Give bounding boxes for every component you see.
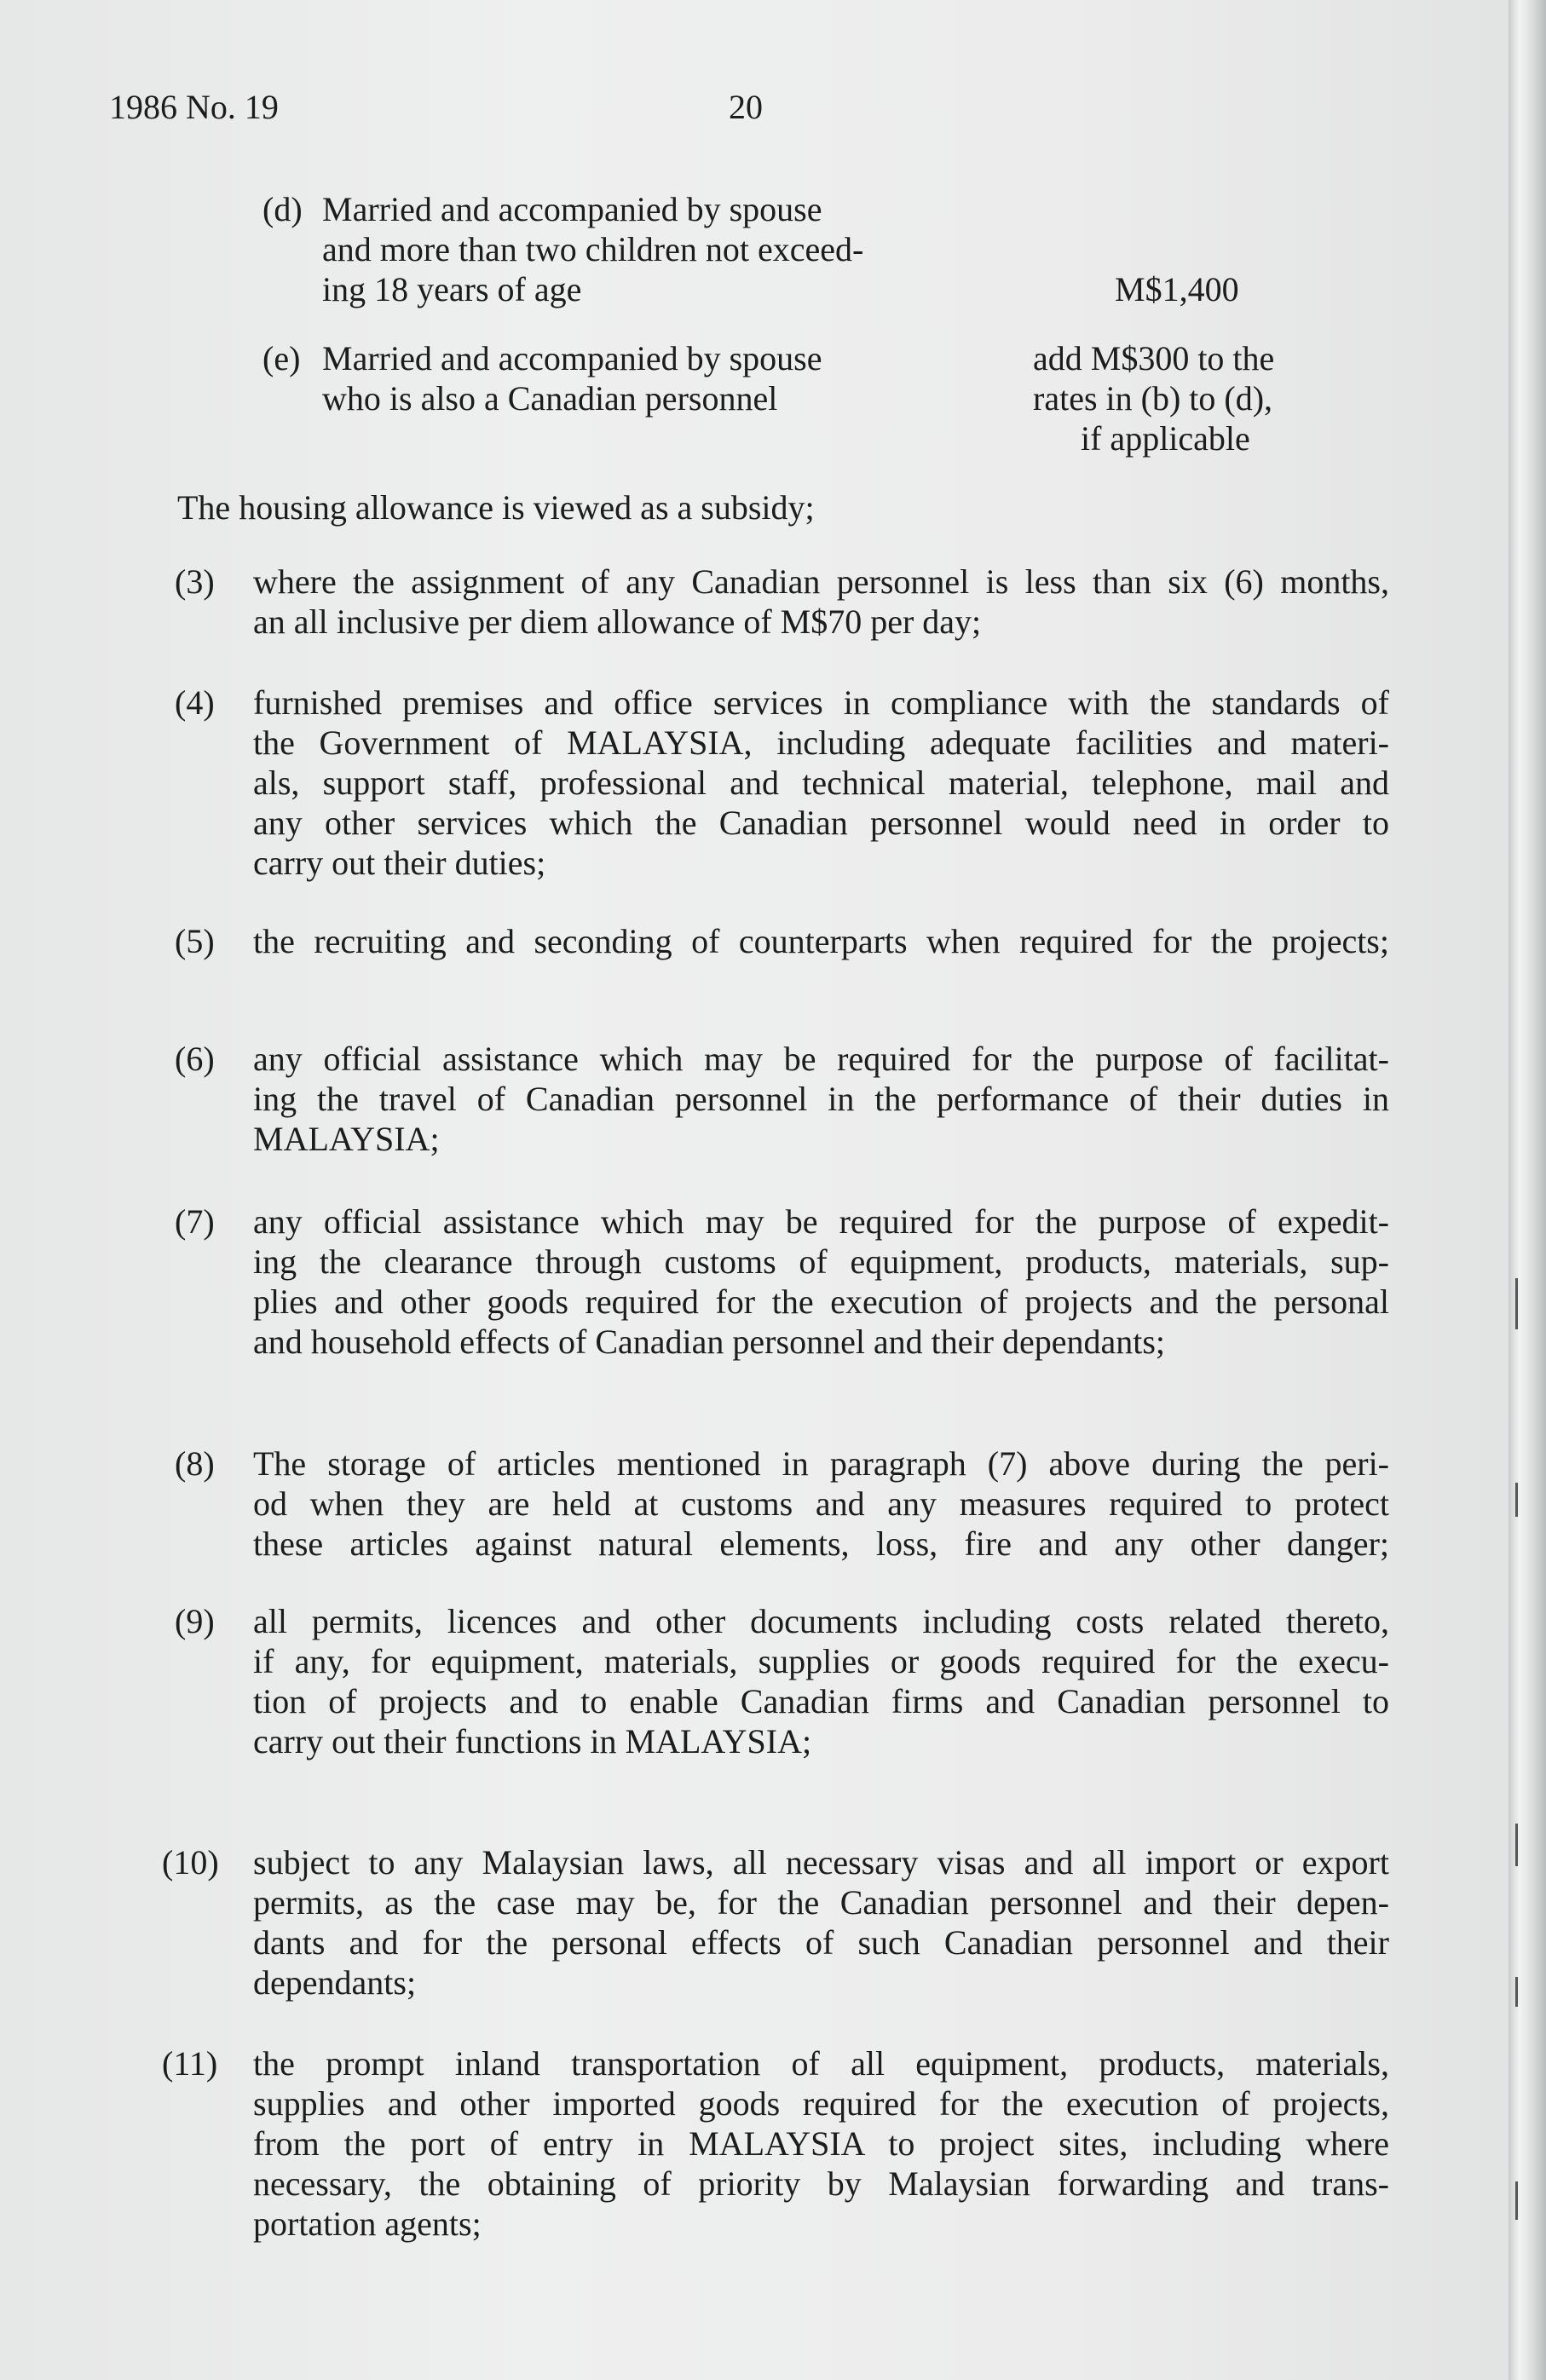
item-6-line: MALAYSIA; <box>253 1120 440 1158</box>
item-11-line: from the port of entry in MALAYSIA to project sites, including where <box>253 2124 1389 2163</box>
item-9-line: all permits, licences and other documents including costs related thereto, <box>253 1602 1389 1640</box>
item-8-line: The storage of articles mentioned in paragraph (7) above during the peri- <box>253 1444 1389 1483</box>
item-9-text <box>253 1601 1389 1761</box>
edge-mark <box>1515 1824 1518 1866</box>
item-d-amount: M$1,400 <box>1115 270 1239 308</box>
page-edge <box>1509 0 1546 2380</box>
item-10-text <box>253 1842 1389 2003</box>
item-10-line: dants and for the personal effects of such Canadian personnel and their <box>253 1923 1389 1962</box>
item-4-number: (4) <box>175 683 215 722</box>
item-11-line: supplies and other imported goods required for the execution of projects, <box>253 2084 1389 2123</box>
item-9-number: (9) <box>175 1602 215 1640</box>
edge-mark <box>1515 1483 1518 1517</box>
header-year-number: 1986 No. 19 <box>109 88 279 126</box>
item-4-text <box>253 683 1389 883</box>
item-8-line: od when they are held at customs and any measures required to protect <box>253 1484 1389 1523</box>
header-page-number: 20 <box>729 88 763 126</box>
item-3-line: where the assignment of any Canadian personnel is less than six (6) months, <box>253 562 1389 601</box>
item-10-line: permits, as the case may be, for the Canadian personnel and their depen- <box>253 1883 1389 1922</box>
item-10-line: dependants; <box>253 1963 417 2002</box>
item-9-line: carry out their functions in MALAYSIA; <box>253 1722 812 1761</box>
item-9-line: tion of projects and to enable Canadian firms and Canadian personnel to <box>253 1682 1389 1720</box>
item-e-amount-line-3: if applicable <box>1081 419 1250 458</box>
item-e-label: (e) <box>262 339 301 377</box>
item-3-text <box>253 562 1389 642</box>
item-6-number: (6) <box>175 1040 215 1078</box>
item-d-line-2: and more than two children not exceed- <box>322 230 864 268</box>
item-4-line: the Government of MALAYSIA, including adequate facilities and materi- <box>253 723 1389 762</box>
item-4-line: any other services which the Canadian personnel would need in order to <box>253 804 1389 842</box>
edge-mark <box>1515 2181 1518 2220</box>
item-3-number: (3) <box>175 562 215 601</box>
item-7-line: any official assistance which may be required for the purpose of expedit- <box>253 1202 1389 1241</box>
item-5-text <box>253 921 1389 961</box>
item-e-line-1: Married and accompanied by spouse <box>322 339 822 377</box>
item-11-line: necessary, the obtaining of priority by Malaysian forwarding and trans- <box>253 2164 1389 2203</box>
item-10-number: (10) <box>162 1843 219 1882</box>
item-8-number: (8) <box>175 1444 215 1483</box>
item-e-line-2: who is also a Canadian personnel <box>322 379 778 418</box>
item-3-line: an all inclusive per diem allowance of M$70 per day; <box>253 602 982 641</box>
item-11-line: portation agents; <box>253 2204 482 2243</box>
item-8-line: these articles against natural elements, loss, fire and any other danger; <box>253 1524 1389 1563</box>
item-e-amount-line-2: rates in (b) to (d), <box>1033 379 1273 418</box>
item-7-text <box>253 1202 1389 1362</box>
item-4-line: furnished premises and office services in compliance with the standards of <box>253 683 1389 722</box>
item-11-line: the prompt inland transportation of all equipment, products, materials, <box>253 2044 1389 2083</box>
item-7-number: (7) <box>175 1202 215 1241</box>
item-7-line: ing the clearance through customs of equipment, products, materials, sup- <box>253 1242 1389 1281</box>
item-6-line: any official assistance which may be required for the purpose of facilitat- <box>253 1040 1389 1078</box>
item-9-line: if any, for equipment, materials, supplies or goods required for the execu- <box>253 1642 1389 1680</box>
item-6-text <box>253 1039 1389 1159</box>
item-d-line-1: Married and accompanied by spouse <box>322 190 822 228</box>
edge-mark <box>1515 1278 1518 1329</box>
item-5-number: (5) <box>175 922 215 960</box>
item-e-amount-line-1: add M$300 to the <box>1033 339 1275 377</box>
item-4-line: carry out their duties; <box>253 844 546 882</box>
item-d-line-3: ing 18 years of age <box>322 270 582 308</box>
item-8-text <box>253 1444 1389 1564</box>
item-5-line: the recruiting and seconding of counterparts when required for the projects; <box>253 922 1389 960</box>
item-7-line: and household effects of Canadian personnel and their dependants; <box>253 1323 1166 1361</box>
item-6-line: ing the travel of Canadian personnel in the performance of their duties in <box>253 1080 1389 1118</box>
edge-mark <box>1515 1977 1518 2007</box>
item-4-line: als, support staff, professional and technical material, telephone, mail and <box>253 764 1389 802</box>
item-11-number: (11) <box>162 2044 218 2083</box>
item-d-label: (d) <box>262 190 303 228</box>
housing-allowance-note: The housing allowance is viewed as a subsidy; <box>177 488 815 527</box>
item-10-line: subject to any Malaysian laws, all necessary visas and all import or export <box>253 1843 1389 1882</box>
item-11-text <box>253 2043 1389 2244</box>
item-7-line: plies and other goods required for the execution of projects and the personal <box>253 1282 1389 1321</box>
